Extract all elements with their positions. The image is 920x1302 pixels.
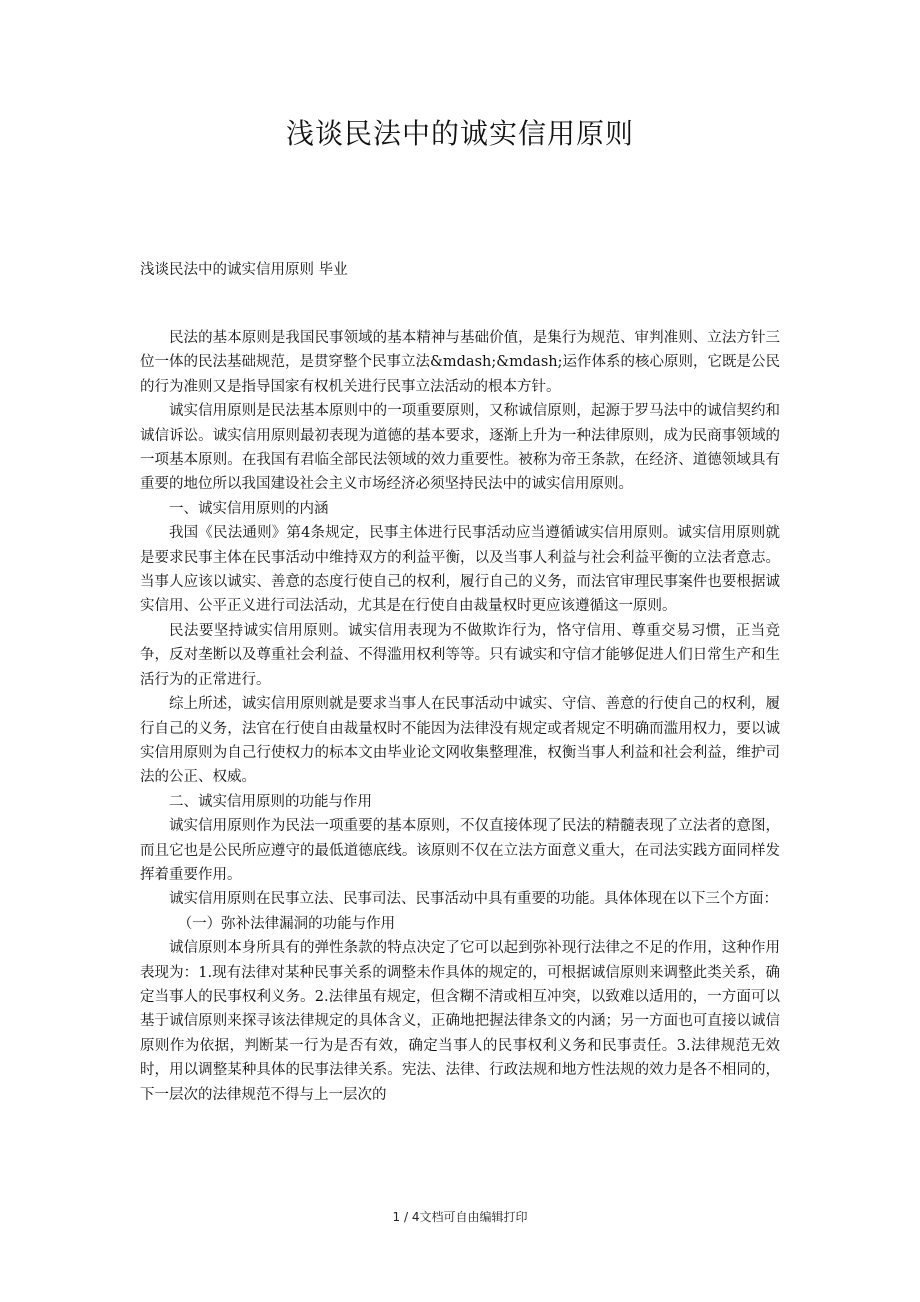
- section-heading: 一、诚实信用原则的内涵: [169, 500, 329, 517]
- paragraph: 诚实信用原则是民法基本原则中的一项重要原则，又称诚信原则，起源于罗马法中的诚信契约和诚信诉讼。诚实信用原则最初表现为道德的基本要求，逐渐上升为一种法律原则，成为民商事领域的一项基本原则。在我国有君临全部民法领域的效力重要性。被称为帝王条款，在经济、道德领域具有重要的地位所以我国建设社会主义市场经济必须坚持民法中的诚实信用原则。: [140, 403, 780, 493]
- paragraph: 我国《民法通则》第4条规定，民事主体进行民事活动应当遵循诚实信用原则。诚实信用原则就是要求民事主体在民事活动中维持双方的利益平衡，以及当事人利益与社会利益平衡的立法者意志。当事人应该以诚实、善意的态度行使自己的权利，履行自己的义务，而法官审理民事案件也要根据诚实信用、公平正义进行司法活动，尤其是在行使自由裁量权时更应该遵循这一原则。: [140, 525, 780, 615]
- paragraph: 综上所述，诚实信用原则就是要求当事人在民事活动中诚实、守信、善意的行使自己的权利，履行自己的义务，法官在行使自由裁量权时不能因为法律没有规定或者规定不明确而滥用权力，要以诚实信用原则为自己行使权力的标本文由毕业论文网收集整理准，权衡当事人利益和社会利益，维护司法的公正、权威。: [140, 696, 780, 786]
- subsection-heading: （一）弥补法律漏洞的功能与作用: [177, 915, 396, 932]
- paragraph: 诚实信用原则作为民法一项重要的基本原则，不仅直接体现了民法的精髓表现了立法者的意图，而且它也是公民所应遵守的最低道德底线。该原则不仅在立法方面意义重大，在司法实践方面同样发挥着重要作用。: [140, 818, 780, 883]
- document-subtitle: 浅谈民法中的诚实信用原则 毕业: [140, 262, 348, 278]
- document-body: [140, 326, 780, 1107]
- document-title: 浅谈民法中的诚实信用原则: [285, 117, 634, 150]
- paragraph: 民法的基本原则是我国民事领域的基本精神与基础价值，是集行为规范、审判准则、立法方针三位一体的民法基础规范，是贯穿整个民事立法&mdash;&mdash;运作体系的核心原则，它既是公民的行为准则又是指导国家有权机关进行民事立法活动的根本方针。: [140, 330, 780, 395]
- paragraph: 民法要坚持诚实信用原则。诚实信用表现为不做欺诈行为，恪守信用、尊重交易习惯，正当竞争，反对垄断以及尊重社会利益、不得滥用权利等等。只有诚实和守信才能够促进人们日常生产和生活行为的正常进行。: [140, 622, 780, 688]
- paragraph: 诚信原则本身所具有的弹性条款的特点决定了它可以起到弥补现行法律之不足的作用，这种作用表现为：1.现有法律对某种民事关系的调整未作具体的规定的，可根据诚信原则来调整此类关系，确定当事人的民事权利义务。2.法律虽有规定，但含糊不清或相互冲突，以致难以适用的，一方面可以基于诚信原则来探寻该法律规定的具体含义，正确地把握法律条文的内涵；另一方面也可直接以诚信原则作为依据，判断某一行为是否有效，确定当事人的民事权利义务和民事责任。3.法律规范无效时，用以调整某种具体的民事法律关系。宪法、法律、行政法规和地方性法规的效力是各不相同的，下一层次的法律规范不得与上一层次的: [140, 940, 780, 1103]
- paragraph: 诚实信用原则在民事立法、民事司法、民事活动中具有重要的功能。具体体现在以下三个方面：: [169, 891, 778, 908]
- page-footer: 1 / 4文档可自由编辑打印: [392, 1210, 528, 1224]
- section-heading: 二、诚实信用原则的功能与作用: [169, 793, 372, 810]
